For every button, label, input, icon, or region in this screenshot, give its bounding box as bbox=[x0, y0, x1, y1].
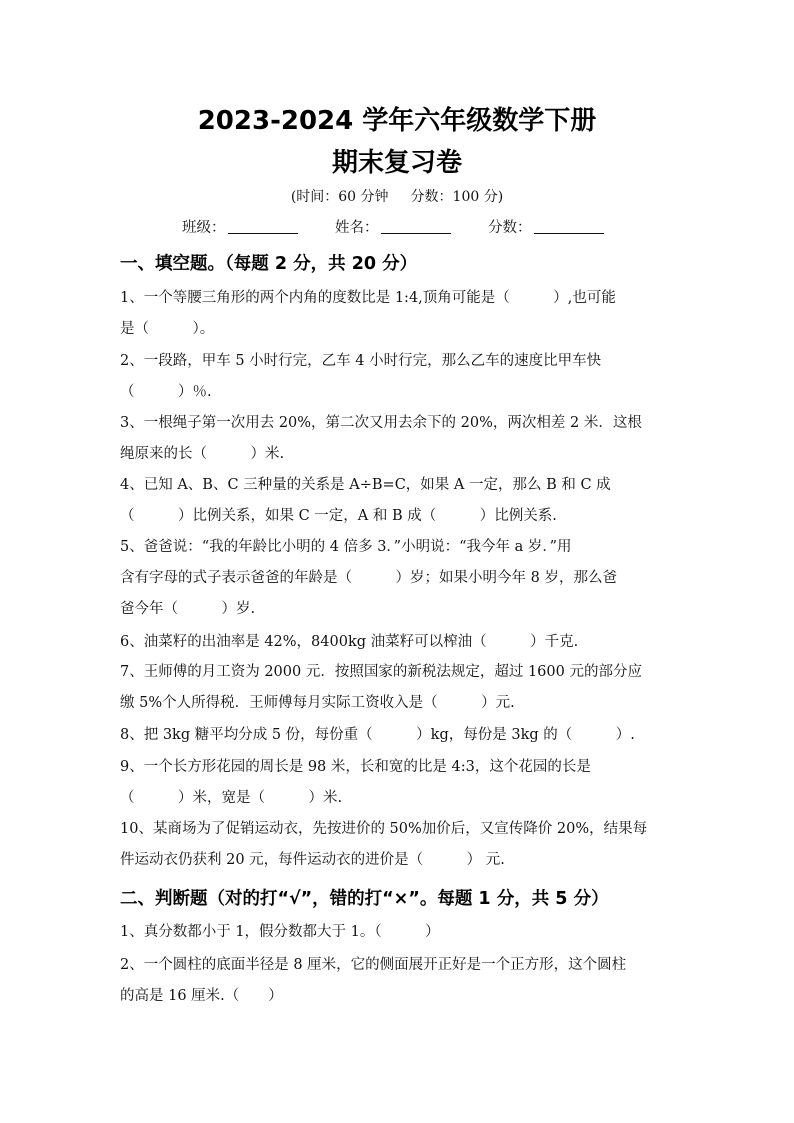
question bbox=[120, 627, 680, 658]
question bbox=[120, 950, 680, 1012]
exam-title: 2023-2024 学年六年级数学下册 bbox=[197, 106, 597, 136]
question-line: 10、某商场为了促销运动衣，先按进价的 50%加价后，又宣传降价 20%，结果每 bbox=[120, 821, 648, 837]
question-line: 3、一根绳子第一次用去 20%，第二次又用去余下的 20%，两次相差 2 米．这根 bbox=[120, 415, 642, 431]
question-line: （ ）％. bbox=[120, 384, 212, 400]
score-field bbox=[488, 216, 604, 237]
question-line: 是（ ）。 bbox=[120, 321, 215, 337]
total-score: 分数：100 分) bbox=[410, 189, 504, 205]
question bbox=[120, 814, 680, 876]
question bbox=[120, 720, 680, 751]
question-line: 9、一个长方形花园的周长是 98 米，长和宽的比是 4:3，这个花园的长是 bbox=[120, 759, 591, 775]
name-label: 姓名： bbox=[335, 220, 379, 236]
class-blank bbox=[228, 219, 298, 234]
exam-meta bbox=[0, 186, 794, 206]
name-field bbox=[335, 216, 451, 237]
question-line: 件运动衣仍获利 20 元，每件运动衣的进价是（ ） 元. bbox=[120, 852, 505, 868]
question-line: 绳原来的长（ ）米. bbox=[120, 446, 285, 462]
time-limit: (时间：60 分钟 bbox=[290, 189, 389, 205]
class-field bbox=[182, 216, 298, 237]
question-line: 8、把 3kg 糖平均分成 5 份，每份重（ ）kg，每份是 3kg 的（ ）. bbox=[120, 727, 635, 743]
section-heading: 二、判断题（对的打“√”，错的打“×”。每题 1 分，共 5 分） bbox=[120, 889, 609, 909]
question bbox=[120, 657, 680, 719]
question-line: 4、已知 A、B、C 三种量的关系是 A÷B=C，如果 A 一定，那么 B 和 C 成 bbox=[120, 477, 611, 493]
question-line: 6、油菜籽的出油率是 42%，8400kg 油菜籽可以榨油（ ）千克. bbox=[120, 634, 579, 650]
question bbox=[120, 532, 680, 625]
name-blank bbox=[381, 219, 451, 234]
question bbox=[120, 283, 680, 345]
question bbox=[120, 346, 680, 408]
question-line: 2、一个圆柱的底面半径是 8 厘米，它的侧面展开正好是一个正方形，这个圆柱 bbox=[120, 957, 627, 973]
score-label: 分数： bbox=[488, 220, 532, 236]
question bbox=[120, 470, 680, 532]
question-line: 7、王师傅的月工资为 2000 元．按照国家的新税法规定，超过 1600 元的部分应 bbox=[120, 664, 642, 680]
question bbox=[120, 752, 680, 814]
question bbox=[120, 917, 680, 948]
question-line: 缴 5%个人所得税．王师傅每月实际工资收入是（ ）元. bbox=[120, 695, 515, 711]
question-line: 含有字母的式子表示爸爸的年龄是（ ）岁；如果小明今年 8 岁，那么爸 bbox=[120, 570, 617, 586]
section-heading: 一、填空题。（每题 2 分，共 20 分） bbox=[120, 254, 418, 274]
question-line: 1、真分数都小于 1，假分数都大于 1。（ ） bbox=[120, 924, 440, 940]
class-label: 班级： bbox=[182, 220, 226, 236]
question-line: 2、一段路，甲车 5 小时行完，乙车 4 小时行完，那么乙车的速度比甲车快 bbox=[120, 353, 602, 369]
question-line: （ ）比例关系，如果 C 一定，A 和 B 成（ ）比例关系. bbox=[120, 508, 557, 524]
score-blank bbox=[534, 219, 604, 234]
exam-subtitle: 期末复习卷 bbox=[331, 148, 462, 178]
question bbox=[120, 408, 680, 470]
question-line: 1、一个等腰三角形的两个内角的度数比是 1:4,顶角可能是（ ）,也可能 bbox=[120, 290, 616, 306]
question-line: 5、爸爸说：“我的年龄比小明的 4 倍多 3．”小明说：“我今年 a 岁．”用 bbox=[120, 539, 572, 555]
question-line: 爸今年（ ）岁. bbox=[120, 601, 256, 617]
question-line: （ ）米，宽是（ ）米. bbox=[120, 790, 343, 806]
question-line: 的高是 16 厘米.（ ） bbox=[120, 988, 283, 1004]
